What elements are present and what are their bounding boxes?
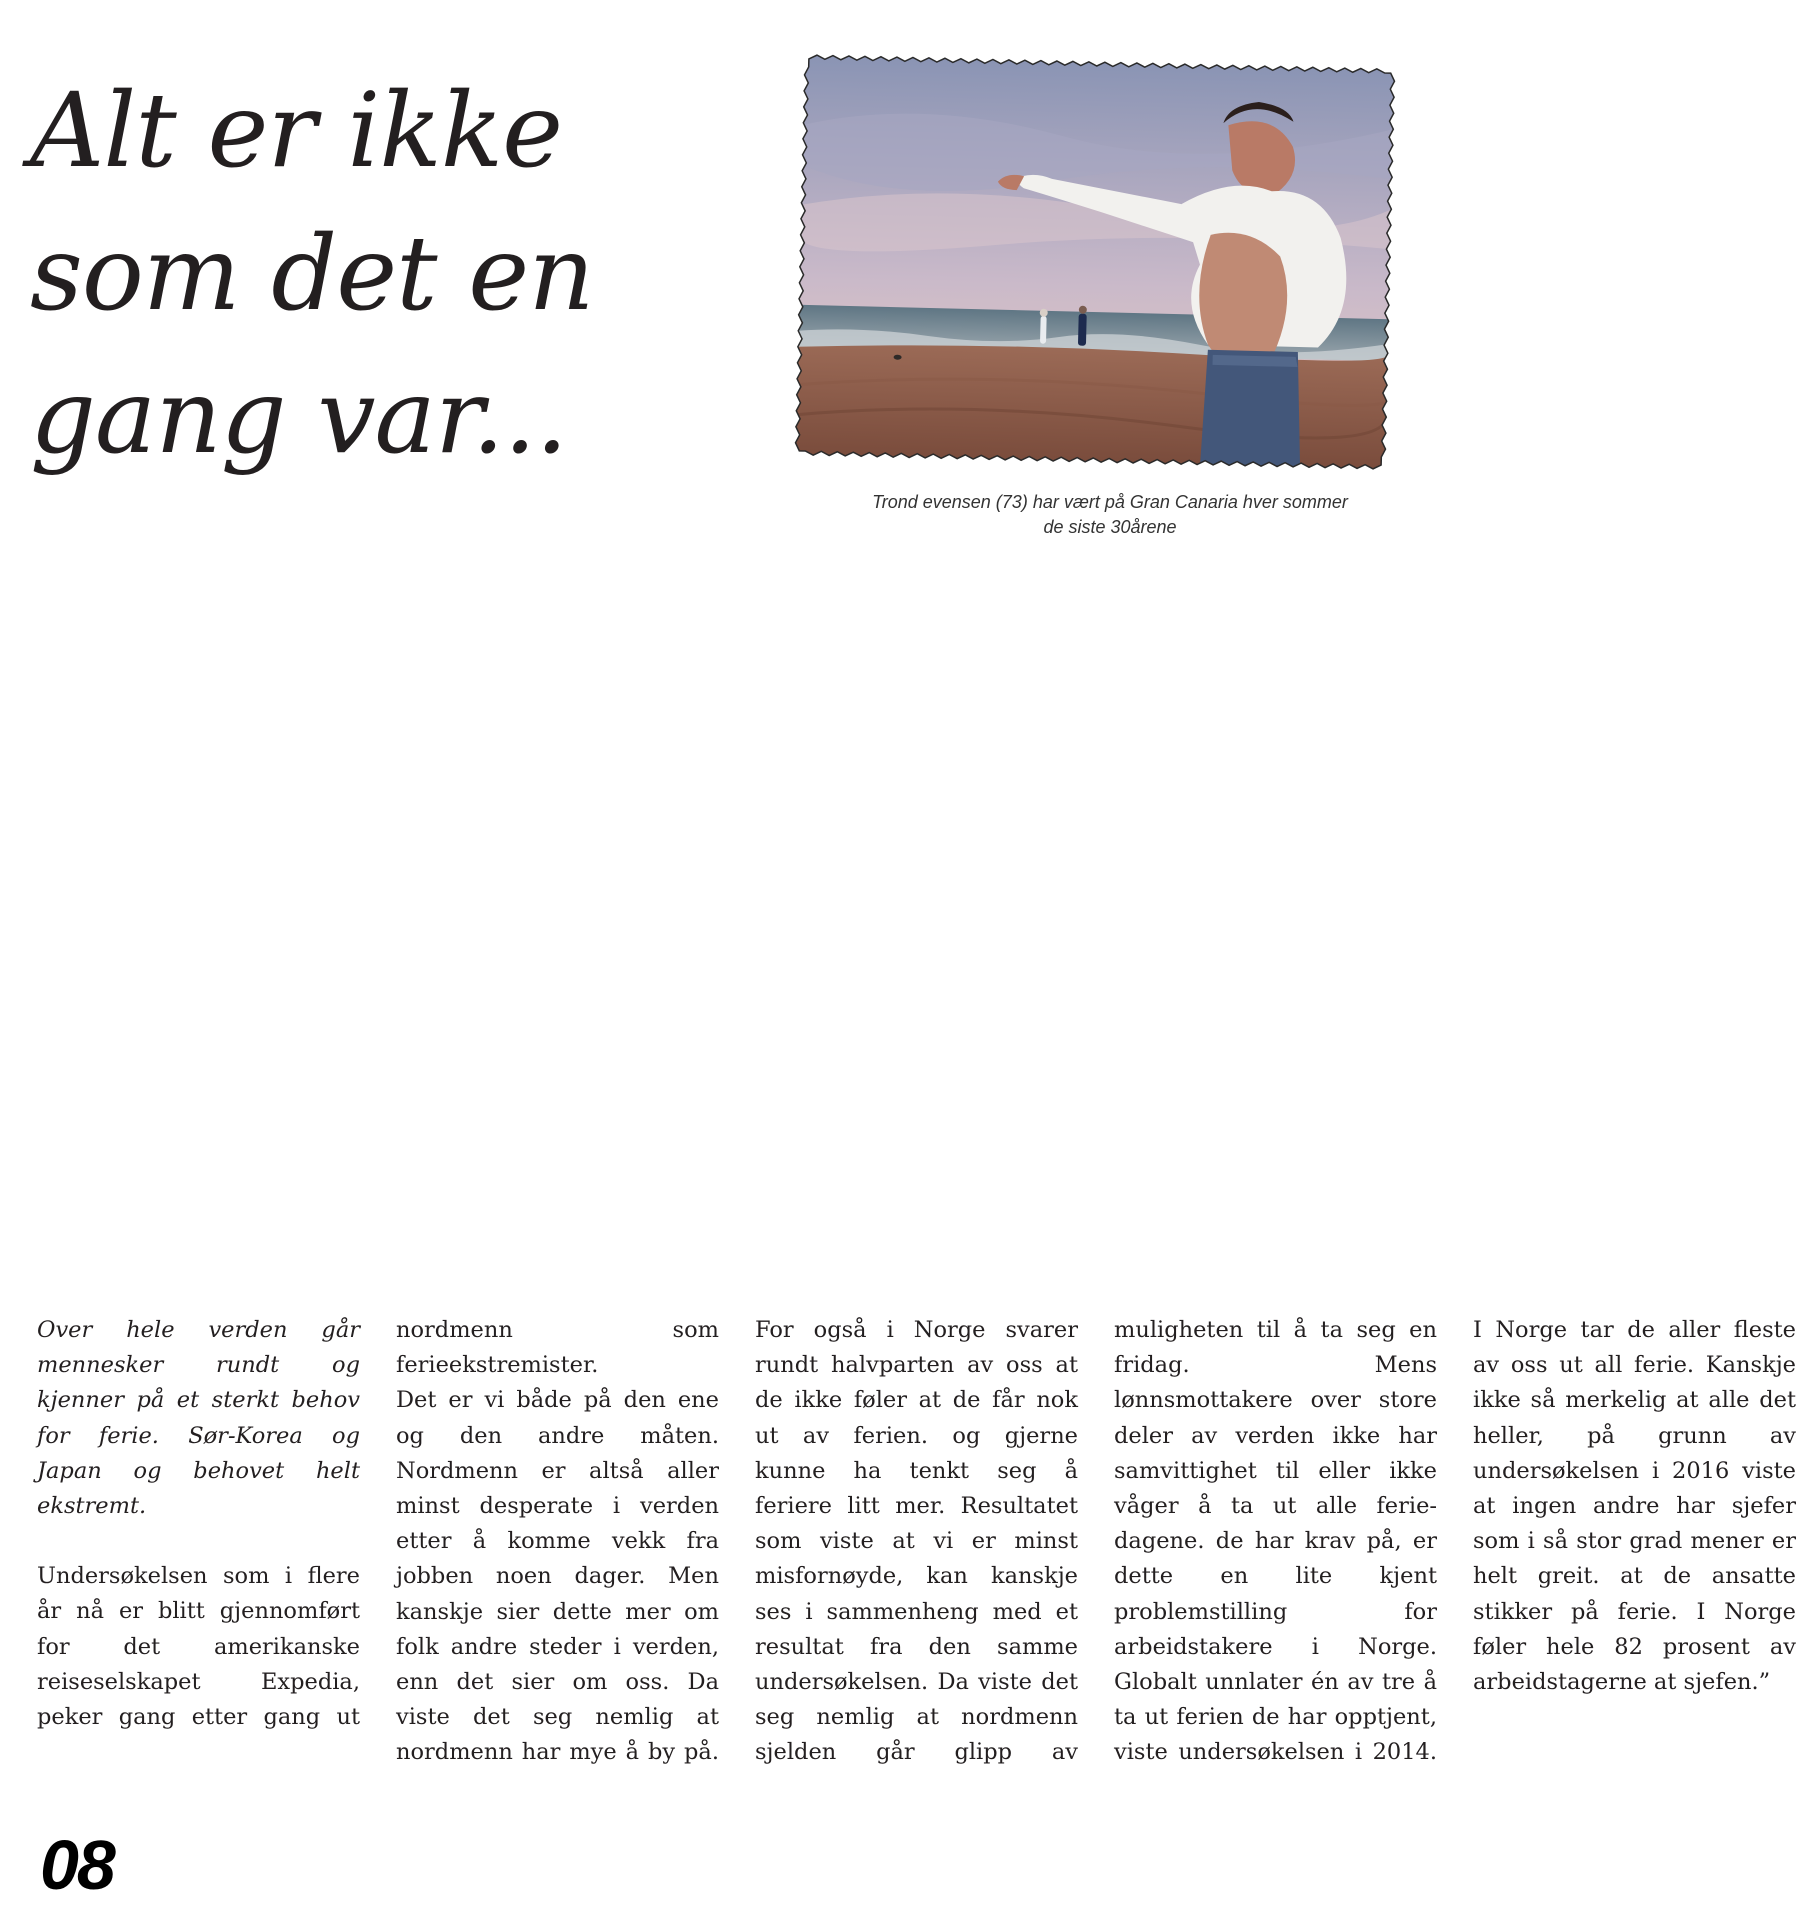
article-photo xyxy=(795,55,1395,469)
page-number: 08 xyxy=(40,1826,114,1904)
article-lead: Over hele verden går mennesker rundt og kjenner på et sterkt behov for ferie. Sør-Korea og Japan og behovet helt ekstremt. xyxy=(37,1317,360,1520)
article-paragraph: Det er vi både på den ene og den andre måten. Nordmenn er altså aller minst desperate i verden etter å komme vekk fra jobben noen dager. Men kanskje sier dette mer om folk andre steder i verden, enn det sier om oss. Da viste det seg nemlig at nordmenn har mye å by på. For også i Norge svarer rundt halvparten av oss at de ikke føler at de får nok ut av ferien. og gjerne kunne ha tenkt seg å feriere litt mer. Resultatet som viste at vi er minst misfornøyde, kan kanskje ses i sammenheng med et resultat fra den samme undersøkelsen. Da viste det seg nemlig at nordmenn sjelden går glipp av muligheten til å ta seg en fridag. Mens lønnsmottakere over store deler av verden ikke har samvittighet til eller ikke våger å ta ut alle ferie-dagene. de har krav på, er dette en lite kjent problemstilling for arbeidstakere i Norge. Globalt unnlater én av tre å ta ut ferien de har opptjent, viste undersøkelsen i 2014. I Norge tar de aller fleste av oss ut all ferie. Kanskje ikke så merkelig at alle det heller, på grunn av undersøkelsen i 2016 viste at ingen andre har sjefer som i så stor grad mener er helt greit. at de ansatte stikker på ferie. I Norge føler hele 82 prosent av arbeidstagerne at sjefen.” xyxy=(396,1317,1796,1766)
article-paragraph: Undersøkelsen som i flere år nå er blitt gjennomført for det amerikanske reiseselskapet Expedia, peker gang etter gang ut nordmenn som ferieekstremister. xyxy=(37,1317,719,1731)
article-body xyxy=(37,1313,1796,1783)
beach-photo-icon xyxy=(795,55,1395,469)
photo-caption: Trond evensen (73) har vært på Gran Canaria hver sommer de siste 30årene xyxy=(872,492,1348,537)
article-headline: Alt er ikke som det en gang var... xyxy=(30,71,594,477)
